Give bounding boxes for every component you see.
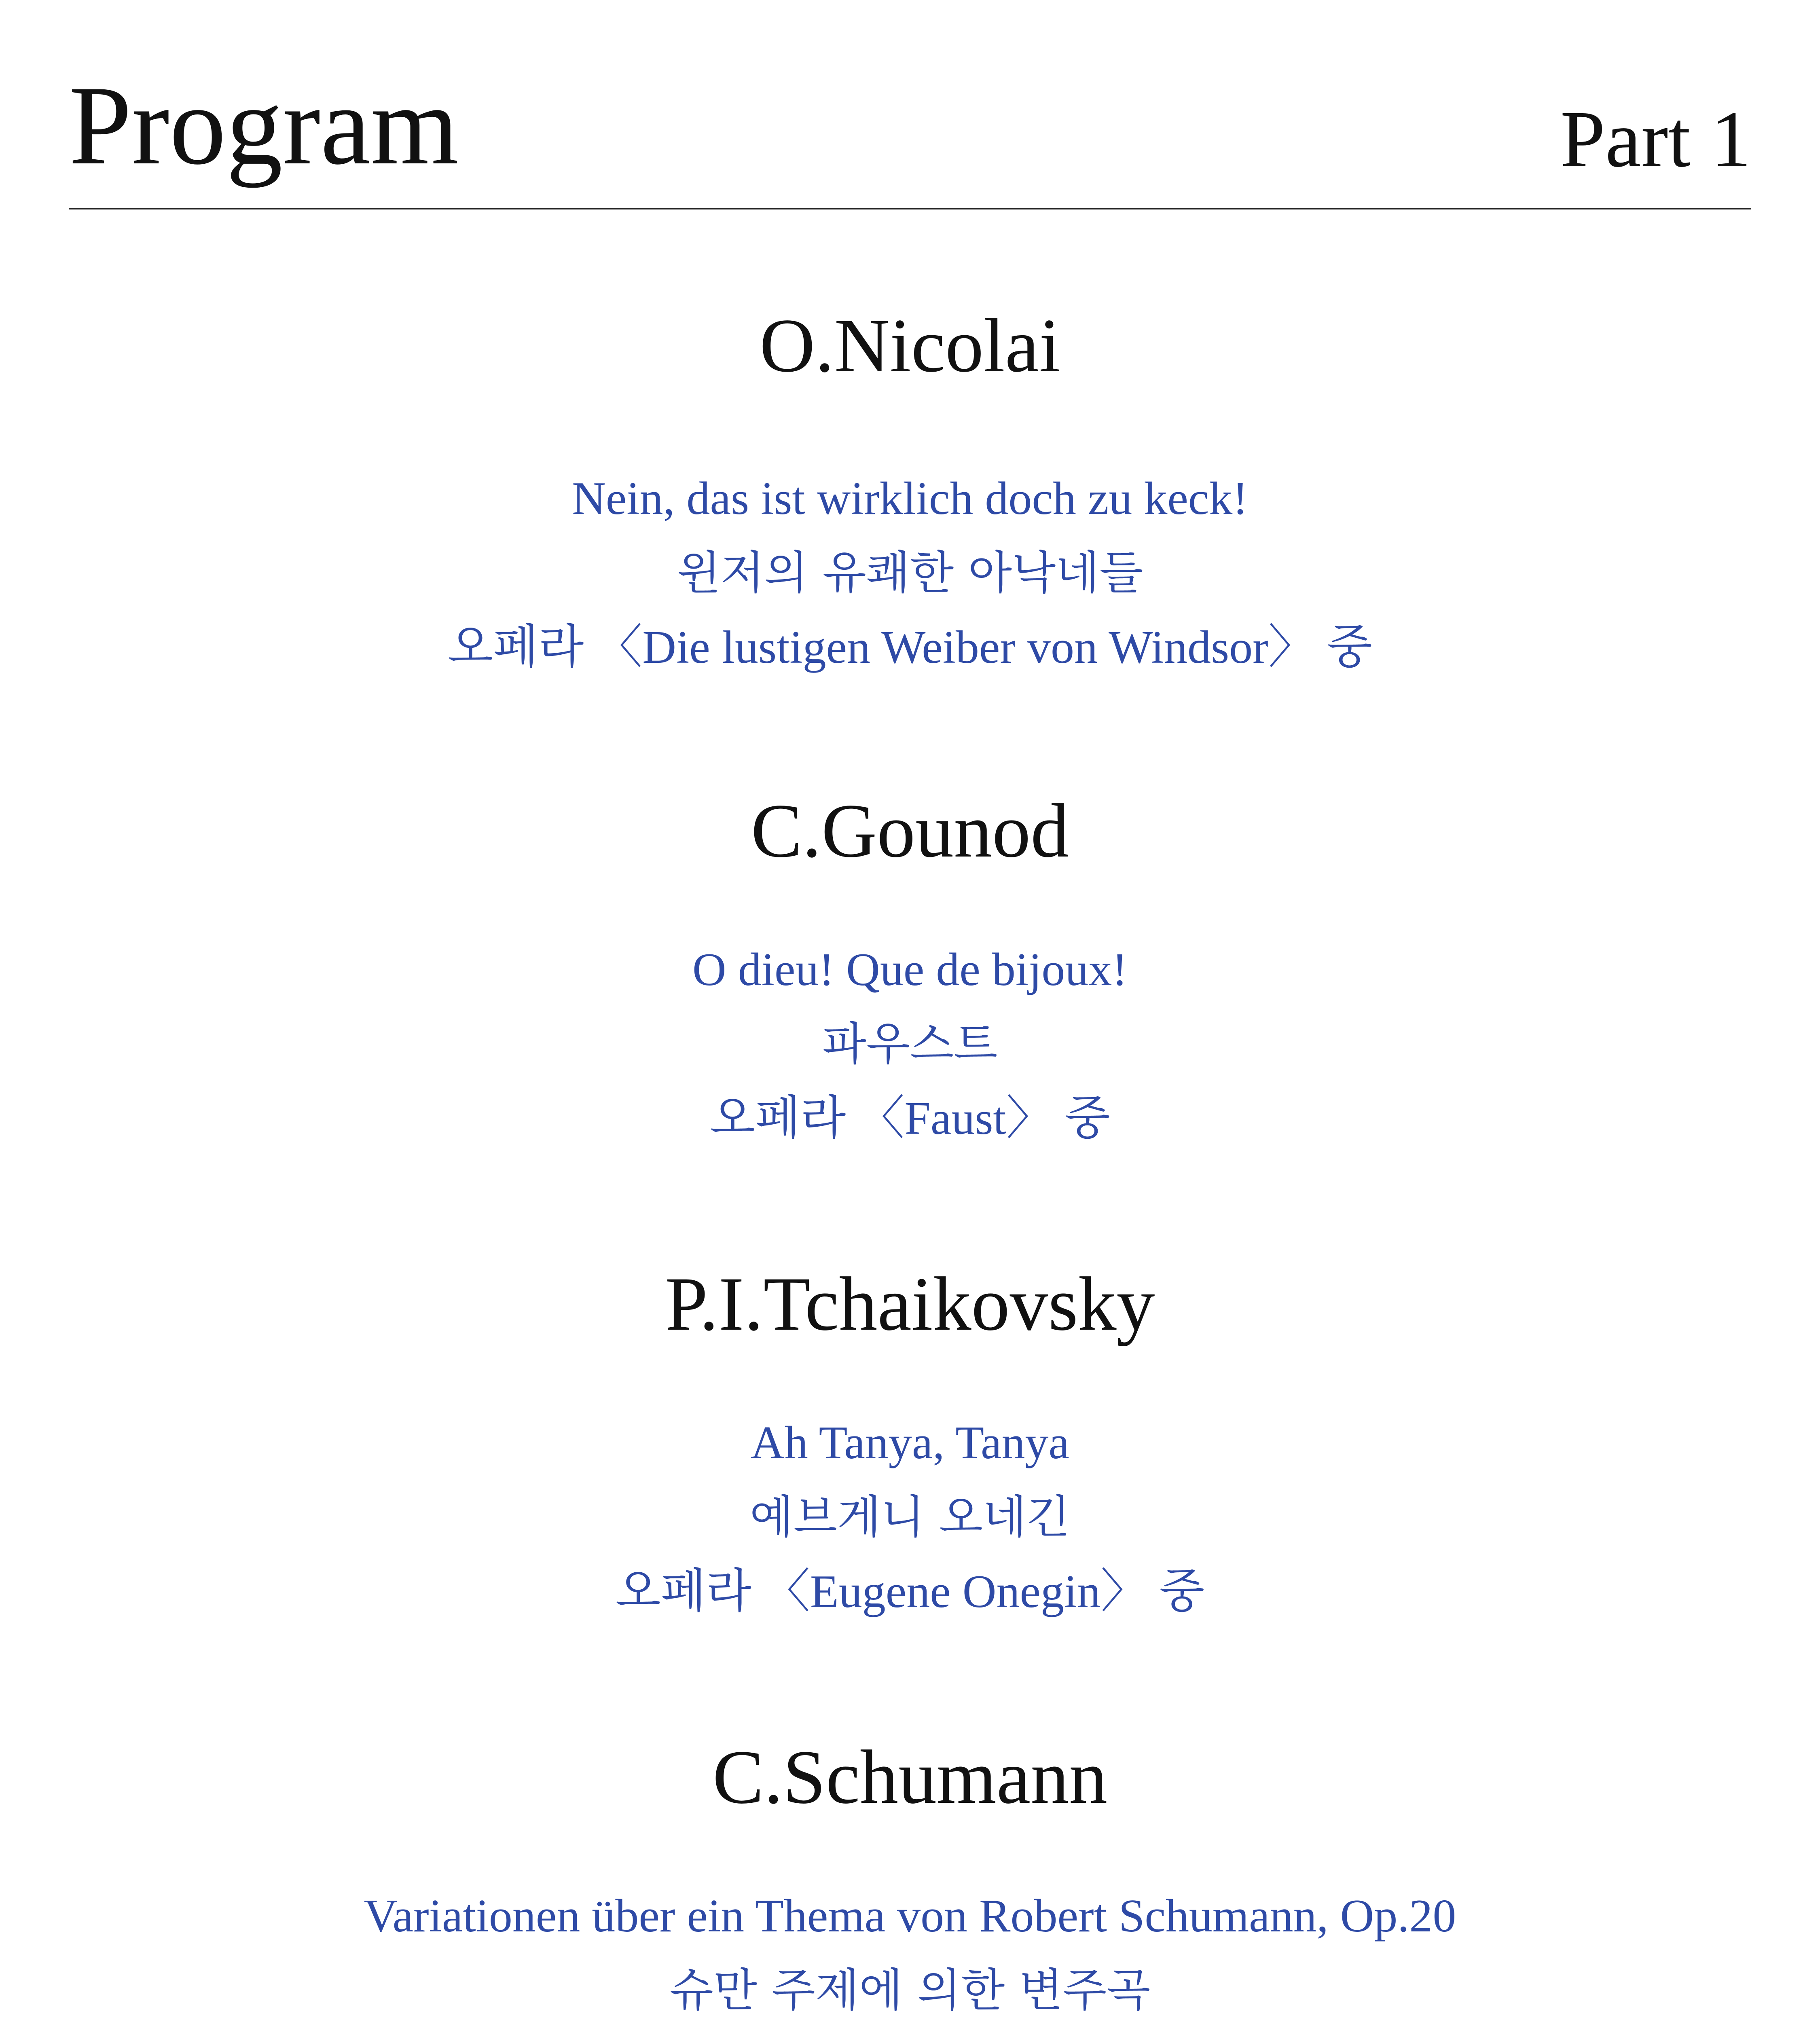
work-title: Variationen über ein Thema von Robert Schumann, Op.20 <box>364 1890 1456 1942</box>
part-label: Part 1 <box>1560 95 1751 184</box>
work-korean-title: 예브게니 오네긴 <box>749 1491 1071 1544</box>
work-source: 오페라 〈Faust〉 중 <box>710 1093 1110 1144</box>
program-item <box>0 789 1820 1144</box>
composer-name: C.Gounod <box>751 789 1069 874</box>
work-korean-title: 슈만 주제에 의한 변주곡 <box>669 1964 1151 2017</box>
composer-name: O.Nicolai <box>760 303 1060 388</box>
work-title: O dieu! Que de bijoux! <box>692 944 1128 996</box>
work-source: 오페라 〈Die lustigen Weiber von Windsor〉 중 <box>448 622 1372 673</box>
work-title: Ah Tanya, Tanya <box>750 1417 1070 1469</box>
composer-name: P.I.Tchaikovsky <box>665 1262 1155 1347</box>
program-item <box>0 1262 1820 1618</box>
work-korean-title: 윈저의 유쾌한 아낙네들 <box>677 547 1143 599</box>
work-korean-title: 파우스트 <box>822 1018 998 1070</box>
program-item <box>0 303 1820 673</box>
work-source: 오페라 〈Eugene Onegin〉 중 <box>615 1566 1205 1618</box>
program-item <box>0 1735 1820 2017</box>
header-divider <box>69 208 1751 209</box>
work-title: Nein, das ist wirklich doch zu keck! <box>572 473 1248 525</box>
composer-name: C.Schumann <box>712 1735 1108 1820</box>
page-title: Program <box>69 62 459 188</box>
